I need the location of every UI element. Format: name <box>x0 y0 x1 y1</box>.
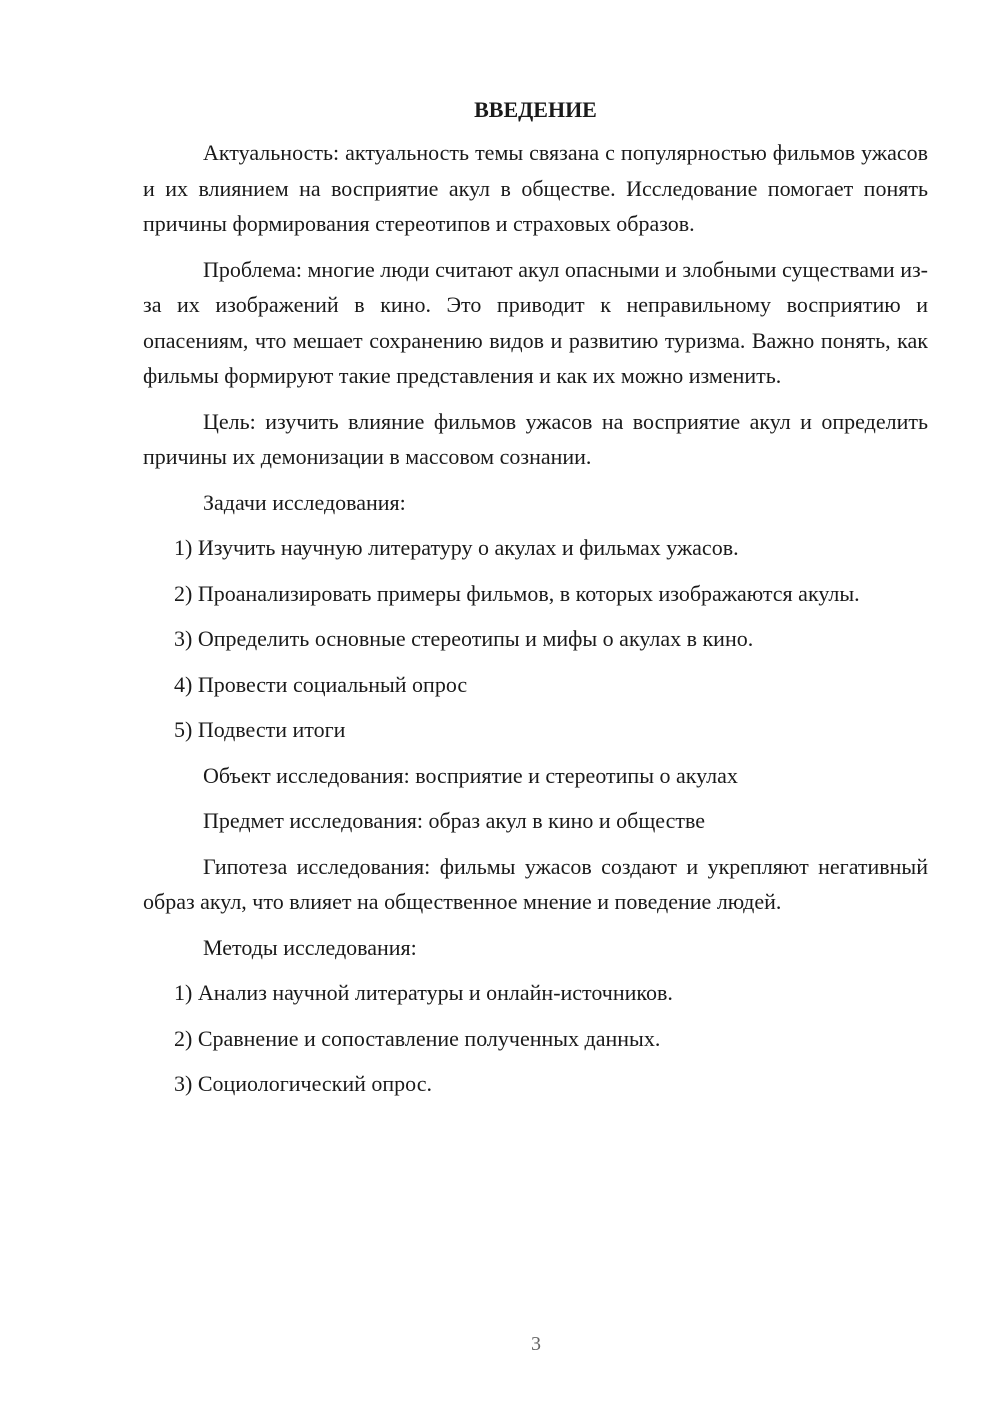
problem-paragraph: Проблема: многие люди считают акул опасными и злобными существами из-за их изображений в кино. Это приводит к неправильному восприятию и опасениям, что мешает сохранению видов и развитию туризма. Важно понять, как фильмы формируют такие представления и как их можно изменить. <box>143 256 928 388</box>
subject-paragraph: Предмет исследования: образ акул в кино и обществе <box>203 808 705 833</box>
task-item: 2) Проанализировать примеры фильмов, в которых изображаются акулы. <box>174 580 860 606</box>
task-item: 5) Подвести итоги <box>174 717 346 742</box>
method-item: 3) Социологический опрос. <box>174 1071 432 1096</box>
methods-heading: Методы исследования: <box>203 934 417 960</box>
object-paragraph: Объект исследования: восприятие и стереотипы о акулах <box>203 762 738 788</box>
page-number: 3 <box>531 1333 541 1355</box>
method-item: 1) Анализ научной литературы и онлайн-источников. <box>174 980 673 1005</box>
tasks-heading: Задачи исследования: <box>203 489 406 515</box>
goal-paragraph: Цель: изучить влияние фильмов ужасов на восприятие акул и определить причины их демонизации в массовом сознании. <box>143 408 928 469</box>
page-content <box>143 92 928 1112</box>
task-item: 1) Изучить научную литературу о акулах и фильмах ужасов. <box>174 535 739 560</box>
task-item: 3) Определить основные стереотипы и мифы о акулах в кино. <box>174 626 754 651</box>
method-item: 2) Сравнение и сопоставление полученных данных. <box>174 1025 661 1051</box>
task-item: 4) Провести социальный опрос <box>174 671 468 697</box>
page-title: ВВЕДЕНИЕ <box>474 97 597 122</box>
hypothesis-paragraph: Гипотеза исследования: фильмы ужасов создают и укрепляют негативный образ акул, что влияет на общественное мнение и поведение людей. <box>143 853 928 914</box>
relevance-paragraph: Актуальность: актуальность темы связана с популярностью фильмов ужасов и их влиянием на восприятие акул в обществе. Исследование помогает понять причины формирования стереотипов и страховых образов. <box>143 140 928 236</box>
